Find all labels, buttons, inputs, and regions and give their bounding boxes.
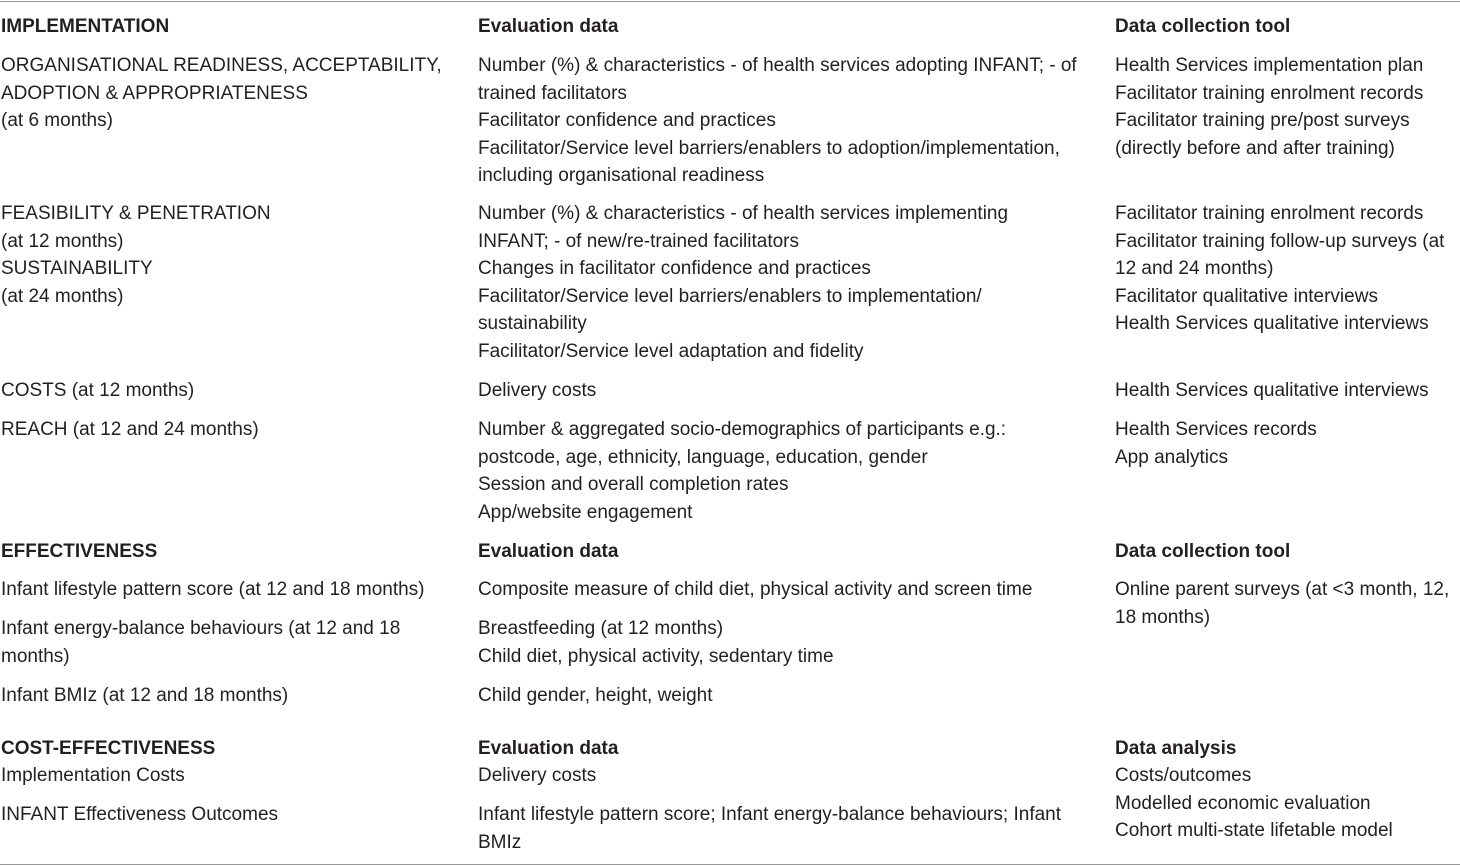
cell-line: Health Services implementation plan bbox=[1115, 55, 1424, 76]
table-row-outcome bbox=[1, 762, 185, 790]
cost-effectiveness-evaluation-data-heading: Evaluation data bbox=[478, 738, 619, 759]
cell-line: Modelled economic evaluation bbox=[1115, 792, 1371, 814]
table-row-evaluation-data bbox=[478, 416, 1006, 526]
cell-line: Facilitator qualitative interviews bbox=[1115, 285, 1378, 307]
cell-line: Facilitator training enrolment records bbox=[1115, 203, 1424, 224]
cell-line: months) bbox=[1, 645, 70, 667]
cell-line: Health Services records bbox=[1115, 419, 1317, 440]
cell-line: App/website engagement bbox=[478, 501, 693, 523]
cell-line: (at 24 months) bbox=[1, 285, 124, 307]
cell-line: (at 6 months) bbox=[1, 110, 113, 131]
table-row-evaluation-data bbox=[478, 377, 596, 405]
cell-line: Online parent surveys (at <3 month, 12, bbox=[1115, 579, 1450, 600]
cell-line: Facilitator/Service level adaptation and fidelity bbox=[478, 340, 864, 362]
cell-line: Session and overall completion rates bbox=[478, 474, 789, 495]
effectiveness-heading: EFFECTIVENESS bbox=[1, 541, 158, 562]
table-row-outcome bbox=[1, 682, 288, 710]
cell-line: INFANT Effectiveness Outcomes bbox=[1, 804, 279, 825]
table-top-rule bbox=[0, 1, 1460, 2]
cell-line: (at 12 months) bbox=[1, 230, 124, 252]
table-row-data-analysis bbox=[1115, 762, 1393, 845]
implementation-evaluation-data-heading: Evaluation data bbox=[478, 16, 619, 37]
cell-line: Health Services qualitative interviews bbox=[1115, 313, 1429, 334]
cell-line: App analytics bbox=[1115, 446, 1229, 468]
cell-line: Child gender, height, weight bbox=[478, 685, 713, 706]
cost-effectiveness-heading: COST-EFFECTIVENESS bbox=[1, 738, 216, 759]
cell-line: Infant energy-balance behaviours (at 12 and 18 bbox=[1, 618, 401, 639]
table-row-evaluation-data bbox=[478, 576, 1032, 604]
cell-line: Number (%) & characteristics - of health services implementing bbox=[478, 203, 1009, 224]
cell-line: Costs/outcomes bbox=[1115, 765, 1252, 786]
cell-line: ORGANISATIONAL READINESS, ACCEPTABILITY, bbox=[1, 55, 442, 76]
effectiveness-evaluation-data-heading: Evaluation data bbox=[478, 541, 619, 562]
table-row-evaluation-data bbox=[478, 801, 1061, 856]
table-row-outcome bbox=[1, 377, 194, 405]
cell-line: trained facilitators bbox=[478, 82, 627, 104]
table-row-evaluation-data bbox=[478, 682, 713, 710]
cell-line: Composite measure of child diet, physical activity and screen time bbox=[478, 579, 1033, 600]
cell-line: INFANT; - of new/re-trained facilitators bbox=[478, 230, 799, 252]
cell-line: including organisational readiness bbox=[478, 165, 765, 186]
table-row-outcome bbox=[1, 615, 400, 670]
implementation-data-collection-tool-heading: Data collection tool bbox=[1115, 16, 1291, 37]
cell-line: postcode, age, ethnicity, language, education, gender bbox=[478, 446, 928, 468]
cell-line: Changes in facilitator confidence and practices bbox=[478, 258, 871, 279]
cell-line: BMIz bbox=[478, 831, 522, 853]
table-row-data-collection-tool bbox=[1115, 377, 1429, 405]
cell-line: FEASIBILITY & PENETRATION bbox=[1, 203, 271, 224]
table-row-data-collection-tool bbox=[1115, 576, 1449, 631]
cell-line: sustainability bbox=[478, 313, 587, 334]
cell-line: REACH (at 12 and 24 months) bbox=[1, 419, 259, 440]
cell-line: Breastfeeding (at 12 months) bbox=[478, 618, 724, 639]
cell-line: Health Services qualitative interviews bbox=[1115, 380, 1429, 401]
cell-line: Delivery costs bbox=[478, 380, 597, 401]
table-row-evaluation-data bbox=[478, 615, 834, 670]
cell-line: Infant lifestyle pattern score (at 12 and 18 months) bbox=[1, 579, 425, 600]
cell-line: Infant BMIz (at 12 and 18 months) bbox=[1, 685, 289, 706]
cell-line: Number (%) & characteristics - of health services adopting INFANT; - of bbox=[478, 55, 1077, 76]
cell-line: Infant lifestyle pattern score; Infant energy-balance behaviours; Infant bbox=[478, 804, 1062, 825]
cell-line: COSTS (at 12 months) bbox=[1, 380, 195, 401]
cell-line: Number & aggregated socio-demographics of participants e.g.: bbox=[478, 419, 1007, 440]
cell-line: SUSTAINABILITY bbox=[1, 258, 153, 279]
implementation-heading: IMPLEMENTATION bbox=[1, 16, 170, 37]
cell-line: ADOPTION & APPROPRIATENESS bbox=[1, 82, 308, 104]
cell-line: Facilitator training enrolment records bbox=[1115, 82, 1424, 104]
cell-line: Facilitator/Service level barriers/enablers to implementation/ bbox=[478, 285, 982, 307]
effectiveness-data-collection-tool-heading: Data collection tool bbox=[1115, 541, 1291, 562]
cell-line: 18 months) bbox=[1115, 606, 1211, 628]
cell-line: Implementation Costs bbox=[1, 765, 185, 786]
table-row-evaluation-data bbox=[478, 200, 1008, 365]
table-row-data-collection-tool bbox=[1115, 52, 1423, 162]
cell-line: Facilitator/Service level barriers/enablers to adoption/implementation, bbox=[478, 137, 1060, 159]
cell-line: Child diet, physical activity, sedentary time bbox=[478, 645, 834, 667]
cell-line: Facilitator confidence and practices bbox=[478, 110, 776, 131]
cell-line: Facilitator training pre/post surveys bbox=[1115, 110, 1410, 131]
table-row-data-collection-tool bbox=[1115, 200, 1444, 338]
cell-line: Facilitator training follow-up surveys (at bbox=[1115, 230, 1445, 252]
table-row-evaluation-data bbox=[478, 762, 596, 790]
cell-line: (directly before and after training) bbox=[1115, 137, 1395, 159]
table-row-outcome bbox=[1, 200, 271, 310]
table-row-outcome bbox=[1, 801, 278, 829]
cell-line: Delivery costs bbox=[478, 765, 597, 786]
table-bottom-rule bbox=[0, 864, 1460, 865]
cost-effectiveness-data-analysis-heading: Data analysis bbox=[1115, 738, 1237, 759]
cell-line: Cohort multi-state lifetable model bbox=[1115, 820, 1393, 841]
table-row-outcome bbox=[1, 416, 259, 444]
table-row-evaluation-data bbox=[478, 52, 1077, 190]
cell-line: 12 and 24 months) bbox=[1115, 258, 1274, 279]
table-row-data-collection-tool bbox=[1115, 416, 1317, 471]
table-row-outcome bbox=[1, 52, 442, 135]
table-row-outcome bbox=[1, 576, 425, 604]
